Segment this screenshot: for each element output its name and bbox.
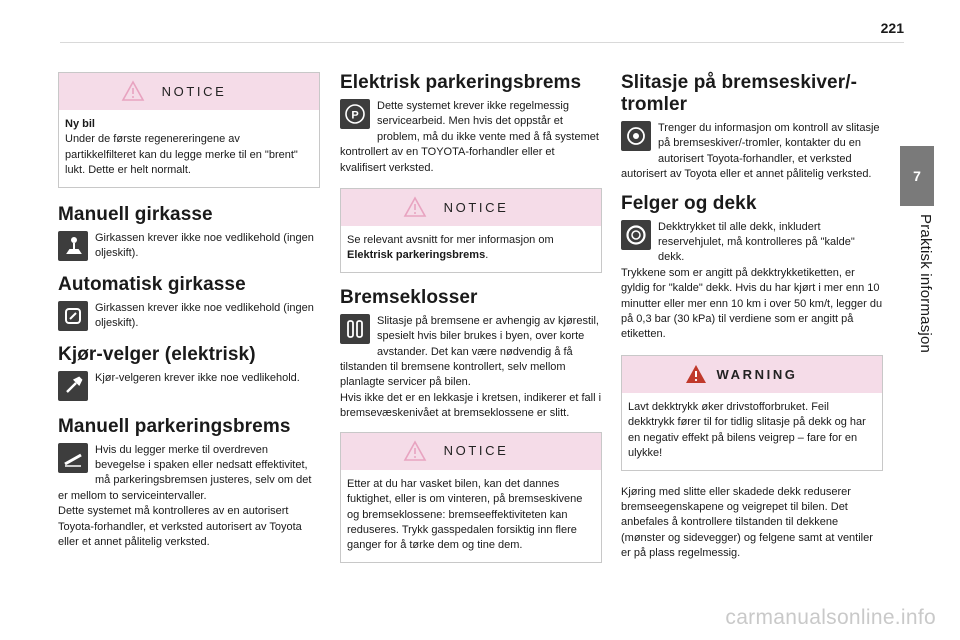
notice-text-prefix: Se relevant avsnitt for mer informasjon om (347, 234, 554, 247)
notice-text: Etter at du har vasket bilen, kan det dannes fuktighet, eller is om vinteren, på bremseskivene og bremseklossene: bremseeffektiviteten kan reduseres. Trykk gasspedalen forsiktig inn flere ganger for å tørke dem og tine dem. (347, 477, 583, 552)
notice-header (59, 73, 319, 110)
notice-label: NOTICE (161, 83, 227, 99)
section-text: Trenger du informasjon om kontroll av slitasje på bremseskiver/-tromler, kontakter du en autorisert Toyota-forhandler, et verksted autorisert av Toyota eller et annet pålitelig verksted. (621, 122, 880, 181)
notice-box (340, 432, 602, 563)
section-text: Dette systemet krever ikke regelmessig servicearbeid. Men hvis det oppstår et problem, må du ikke vente med å få systemet kontrollert av en TOYOTA-forhandler eller et kvalifisert verksted. (340, 100, 599, 174)
notice-box (340, 188, 602, 273)
tyre-icon (621, 220, 651, 250)
notice-link-text: Elektrisk parkeringsbrems (347, 249, 486, 262)
notice-triangle-icon (403, 440, 427, 462)
watermark: carmanualsonline.info (725, 606, 936, 629)
warning-text: Lavt dekktrykk øker drivstofforbruket. Feil dekktrykk fører til for tidlig slitasje på dekk og har en negativ effekt på bilens veigrep – fare for en ulykke! (628, 400, 866, 460)
section-heading: Bremseklosser (340, 286, 478, 308)
warning-header (622, 356, 882, 393)
header-divider (60, 42, 904, 43)
notice-triangle-icon (121, 80, 145, 102)
section-disc-wear (621, 72, 883, 183)
column-right (621, 72, 883, 562)
svg-text:P: P (351, 109, 359, 122)
handbrake-icon (58, 443, 88, 473)
section-heading: Kjør-velger (elektrisk) (58, 343, 256, 365)
notice-text (347, 233, 595, 264)
section-text: Girkassen krever ikke noe vedlikehold (ingen oljeskift). (95, 301, 314, 330)
section-heading: Felger og dekk (621, 192, 757, 214)
section-text: Kjør-velgeren krever ikke noe vedlikehold. (95, 371, 300, 384)
section-text: Hvis du legger merke til overdreven bevegelse i spaken eller nedsatt effektivitet, må parkeringsbremsen justeres, selv om det er mellom to serviceintervaller. Dette systemet må kontrolleres av en autorisert Toyota-forhandler, et verksted autorisert av Toyota eller et annet pålitelig verksted. (58, 443, 312, 549)
warning-label: WARNING (716, 366, 798, 382)
notice-label: NOTICE (443, 199, 509, 215)
wrench-icon (58, 371, 88, 401)
section-manual-parking-brake (58, 416, 320, 551)
section-electric-parking-brake (340, 72, 602, 176)
notice-triangle-icon (403, 196, 427, 218)
parking-brake-icon (340, 99, 370, 129)
section-heading: Slitasje på bremseskiver/-tromler (621, 72, 858, 115)
section-text: Girkassen krever ikke noe vedlikehold (ingen oljeskift). (95, 231, 314, 260)
section-manual-gearbox (58, 204, 320, 262)
section-text: Dekktrykket til alle dekk, inkludert reservehjulet, må kontrolleres på "kalde" dekk. Trykkene som er angitt på dekktrykketiketten, er gyldig for "kalde" dekk. Hvis du har kjørt i mer enn 10 minutter eller mer enn 10 km i over 50 km/t, legger du på 0,3 bar (30 kPa) til verdiene som er angitt på etiketten. (621, 220, 883, 341)
chapter-title: Praktisk informasjon (917, 214, 934, 354)
notice-header (341, 189, 601, 226)
section-wheels-tyres (621, 193, 883, 343)
brake-disc-icon (621, 121, 651, 151)
section-automatic-gearbox (58, 274, 320, 332)
warning-triangle-icon (684, 363, 708, 385)
section-drive-selector (58, 344, 320, 402)
notice-text: Under de første regenereringene av partikkelfilteret kan du legge merke til en "brent" lukt. Dette er helt normalt. (65, 133, 298, 177)
closing-paragraph: Kjøring med slitte eller skadede dekk reduserer bremseegenskapene og veigrepet til bilen. Det anbefales å kontrollere tilstanden til dekkene (mønster og sidevegger) og felgene samt at ventiler er på plass regelmessig. (621, 485, 873, 560)
automatic-gearbox-icon (58, 301, 88, 331)
notice-label: NOTICE (443, 443, 509, 459)
section-heading: Manuell girkasse (58, 203, 213, 225)
section-heading: Automatisk girkasse (58, 273, 246, 295)
notice-text-suffix: . (485, 249, 489, 262)
notice-header (341, 433, 601, 470)
section-heading: Elektrisk parkeringsbrems (340, 72, 582, 93)
brake-pads-icon (340, 314, 370, 344)
warning-box (621, 355, 883, 471)
section-brake-pads (340, 287, 602, 422)
notice-box (58, 72, 320, 188)
gear-lever-icon (58, 231, 88, 261)
column-left (58, 72, 320, 560)
column-middle (340, 72, 602, 577)
page-number: 221 (880, 20, 904, 36)
chapter-tab[interactable]: 7 (900, 146, 934, 206)
notice-title: Ny bil (65, 118, 95, 130)
section-heading: Manuell parkeringsbrems (58, 415, 291, 437)
section-text: Slitasje på bremsene er avhengig av kjørestil, spesielt hvis biler brukes i byen, over korte avstander. Det kan være nødvendig å få tilstanden til bremsene kontrollert, selv mellom planlagte servicer på bilen. Hvis ikke det er en lekkasje i kretsen, indikerer et fall i bremsevæskenivået at bremseklossene er slitt. (340, 314, 602, 420)
